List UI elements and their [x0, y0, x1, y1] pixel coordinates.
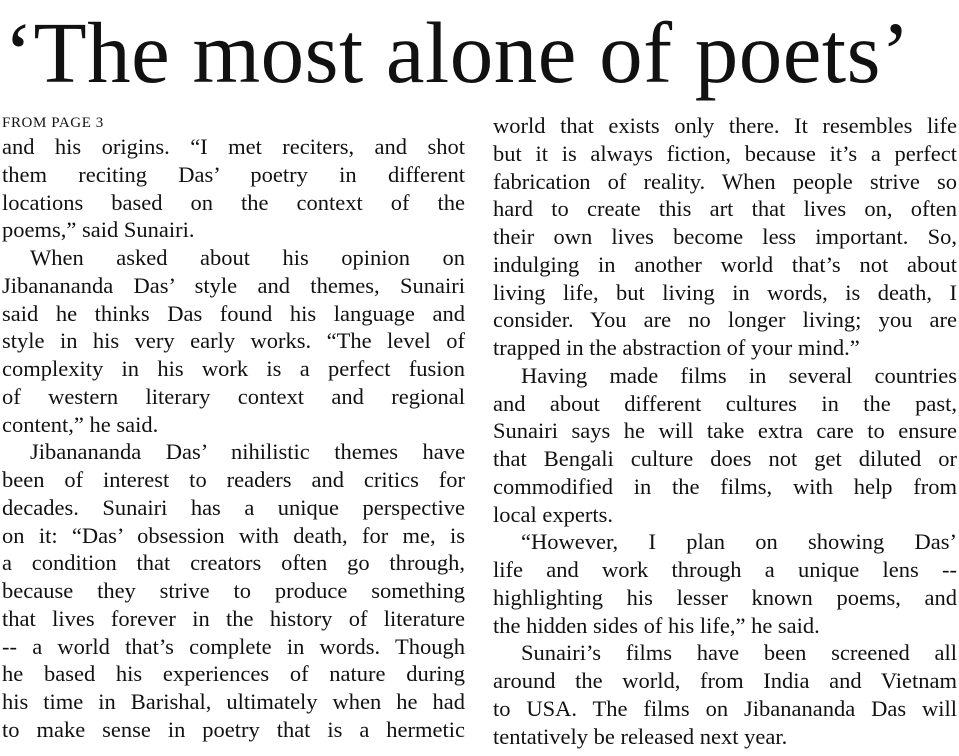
text-line: indulging in another world that’s not about — [493, 251, 957, 277]
text-line: “However, I plan on showing Das’ — [521, 529, 957, 555]
text-line: -- a world that’s complete in words. Though — [2, 633, 465, 659]
text-line: been of interest to readers and critics for — [2, 467, 465, 492]
text-line: but it is always fiction, because it’s a perfect — [493, 140, 957, 166]
text-line: content,” he said. — [2, 411, 159, 437]
text-line: decades. Sunairi has a unique perspective — [2, 494, 465, 520]
text-line: to make sense in poetry that is a hermetic — [2, 716, 465, 742]
text-line: local experts. — [493, 501, 613, 527]
text-line: Sunairi’s films have been screened all — [521, 640, 957, 666]
text-line: because they strive to produce something — [2, 578, 465, 603]
text-line: world that exists only there. It resembles life — [493, 113, 957, 138]
article-column-left — [2, 112, 465, 744]
text-line: When asked about his opinion on — [30, 245, 465, 270]
article-column-right — [493, 112, 957, 750]
continuation-label: FROM PAGE 3 — [2, 115, 104, 131]
text-line: he based his experiences of nature during — [2, 661, 465, 687]
text-line: Having made films in several countries — [521, 362, 957, 388]
text-line: tentatively be released next year. — [493, 723, 788, 749]
right-column-body — [493, 112, 957, 750]
text-line: a condition that creators often go through, — [2, 550, 465, 576]
text-line: his time in Barishal, ultimately when he had — [2, 689, 465, 714]
text-line: around the world, from India and Vietnam — [493, 668, 957, 693]
text-line: and his origins. “I met reciters, and shot — [2, 134, 465, 159]
left-column-body — [2, 133, 465, 744]
text-line: Jibanananda Das’ style and themes, Sunairi — [2, 272, 465, 298]
text-line: them reciting Das’ poetry in different — [2, 161, 465, 187]
text-line: and about different cultures in the past, — [493, 390, 957, 416]
text-line: the hidden sides of his life,” he said. — [493, 612, 820, 638]
text-line: of western literary context and regional — [2, 383, 465, 409]
text-line: fabrication of reality. When people strive so — [493, 168, 957, 194]
text-line: style in his very early works. “The level of — [2, 328, 465, 354]
text-line: that lives forever in the history of literature — [2, 605, 465, 631]
text-line: poems,” said Sunairi. — [2, 217, 195, 243]
text-line: commodified in the films, with help from — [493, 473, 957, 499]
text-line: Jibanananda Das’ nihilistic themes have — [30, 439, 465, 465]
text-line: Sunairi says he will take extra care to ensure — [493, 418, 957, 444]
text-line: on it: “Das’ obsession with death, for me, is — [2, 522, 465, 548]
headline: ‘The most alone of poets’ — [4, 4, 911, 101]
text-line: life and work through a unique lens -- — [493, 557, 957, 582]
text-line: to USA. The films on Jibanananda Das will — [493, 695, 957, 721]
text-line: complexity in his work is a perfect fusion — [2, 356, 465, 381]
text-line: consider. You are no longer living; you are — [493, 307, 957, 333]
text-line: said he thinks Das found his language and — [2, 300, 465, 326]
text-line: locations based on the context of the — [2, 189, 465, 215]
text-line: highlighting his lesser known poems, and — [493, 584, 957, 610]
text-line: living life, but living in words, is death, I — [493, 279, 957, 305]
text-line: their own lives become less important. So, — [493, 224, 957, 249]
text-line: that Bengali culture does not get diluted or — [493, 446, 957, 471]
text-line: hard to create this art that lives on, often — [493, 196, 957, 222]
text-line: trapped in the abstraction of your mind.” — [493, 335, 860, 360]
